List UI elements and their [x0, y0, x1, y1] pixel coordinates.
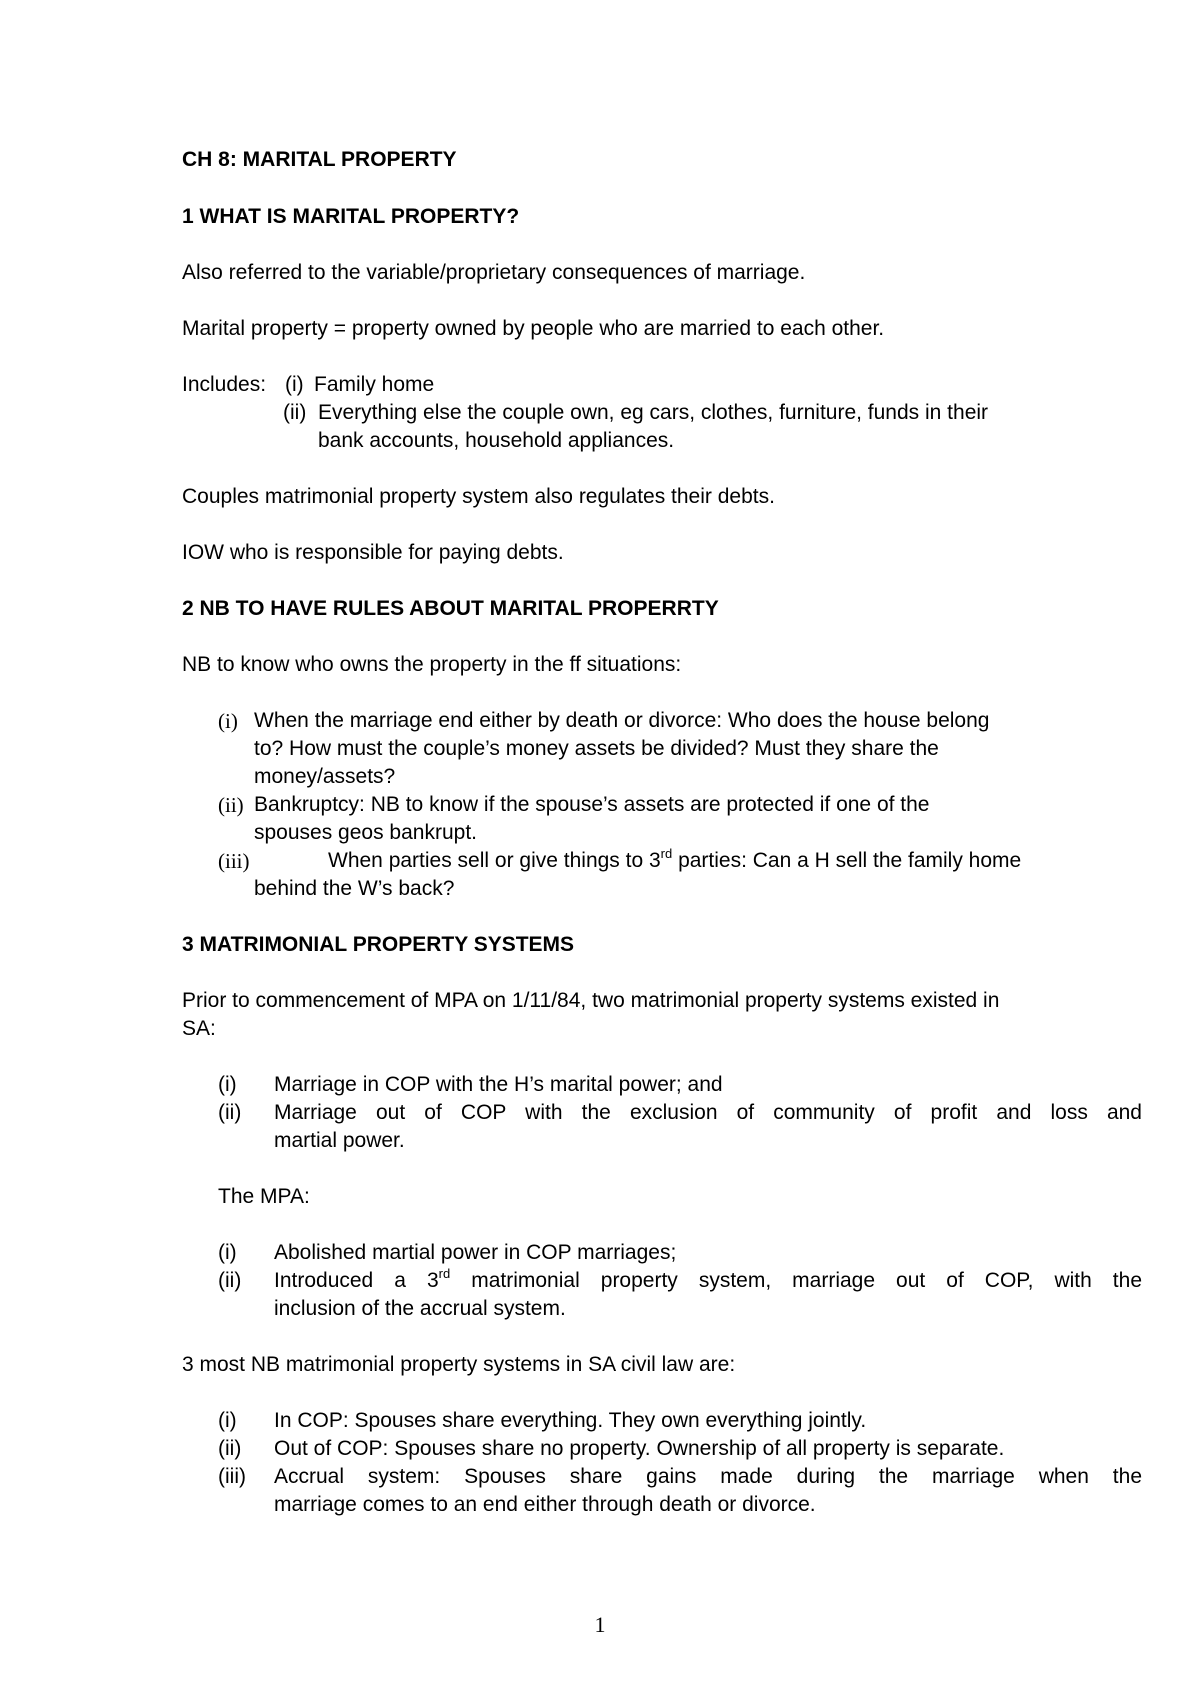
list-item-text: Accrual system: Spouses share gains made during the marriage when the [274, 1465, 1142, 1488]
list-marker: (iii) [218, 1465, 246, 1488]
paragraph: Also referred to the variable/proprietary consequences of marriage. [182, 261, 806, 284]
paragraph: 3 most NB matrimonial property systems in SA civil law are: [182, 1353, 736, 1376]
list-marker: (ii) [218, 1437, 242, 1460]
list-item-text: In COP: Spouses share everything. They own everything jointly. [274, 1409, 867, 1432]
list-item-text: Marriage out of COP with the exclusion of community of profit and loss and [274, 1101, 1142, 1124]
includes-label: Includes: [182, 373, 267, 396]
list-item-text: spouses geos bankrupt. [254, 821, 477, 844]
paragraph: Marital property = property owned by people who are married to each other. [182, 317, 885, 340]
list-item-text: marriage comes to an end either through death or divorce. [274, 1493, 816, 1516]
list-marker: (ii) [283, 401, 307, 424]
list-item-text: When parties sell or give things to 3rd parties: Can a H sell the family home [328, 846, 1022, 872]
list-marker: (i) [218, 1073, 237, 1096]
mpa-label: The MPA: [218, 1185, 310, 1208]
list-marker: (i) [218, 1409, 237, 1432]
document-title: CH 8: MARITAL PROPERTY [182, 148, 457, 171]
paragraph: IOW who is responsible for paying debts. [182, 541, 564, 564]
section-2-heading: 2 NB TO HAVE RULES ABOUT MARITAL PROPERRTY [182, 597, 719, 620]
list-item-text: When the marriage end either by death or divorce: Who does the house belong [254, 709, 990, 732]
list-marker: (i) [218, 709, 238, 733]
list-item-text: Everything else the couple own, eg cars, clothes, furniture, funds in their [318, 401, 989, 424]
paragraph: SA: [182, 1017, 216, 1040]
list-marker: (i) [285, 373, 304, 396]
list-item-text: Family home [314, 373, 435, 396]
paragraph: Prior to commencement of MPA on 1/11/84, two matrimonial property systems existed in [182, 989, 1000, 1012]
list-marker: (ii) [218, 1101, 242, 1124]
list-item-text: to? How must the couple’s money assets be divided? Must they share the [254, 737, 939, 760]
list-item-text: Abolished martial power in COP marriages; [274, 1241, 677, 1264]
list-item-text: Bankruptcy: NB to know if the spouse’s assets are protected if one of the [254, 793, 930, 816]
list-item-text: bank accounts, household appliances. [318, 429, 675, 452]
section-1-heading: 1 WHAT IS MARITAL PROPERTY? [182, 205, 520, 228]
paragraph: NB to know who owns the property in the ff situations: [182, 653, 682, 676]
list-item-text: behind the W’s back? [254, 877, 455, 900]
paragraph: Couples matrimonial property system also regulates their debts. [182, 485, 775, 508]
list-marker: (ii) [218, 793, 244, 817]
list-marker: (iii) [218, 849, 250, 873]
page-number: 1 [594, 1612, 606, 1637]
list-item-text: money/assets? [254, 765, 396, 788]
list-item-text: Marriage in COP with the H’s marital power; and [274, 1073, 723, 1096]
list-item-text: Out of COP: Spouses share no property. Ownership of all property is separate. [274, 1437, 1005, 1460]
list-item-text: Introduced a 3rd matrimonial property system, marriage out of COP, with the [274, 1266, 1142, 1292]
list-item-text: martial power. [274, 1129, 405, 1152]
list-item-text: inclusion of the accrual system. [274, 1297, 566, 1320]
section-3-heading: 3 MATRIMONIAL PROPERTY SYSTEMS [182, 933, 575, 956]
list-marker: (ii) [218, 1269, 242, 1292]
list-marker: (i) [218, 1241, 237, 1264]
